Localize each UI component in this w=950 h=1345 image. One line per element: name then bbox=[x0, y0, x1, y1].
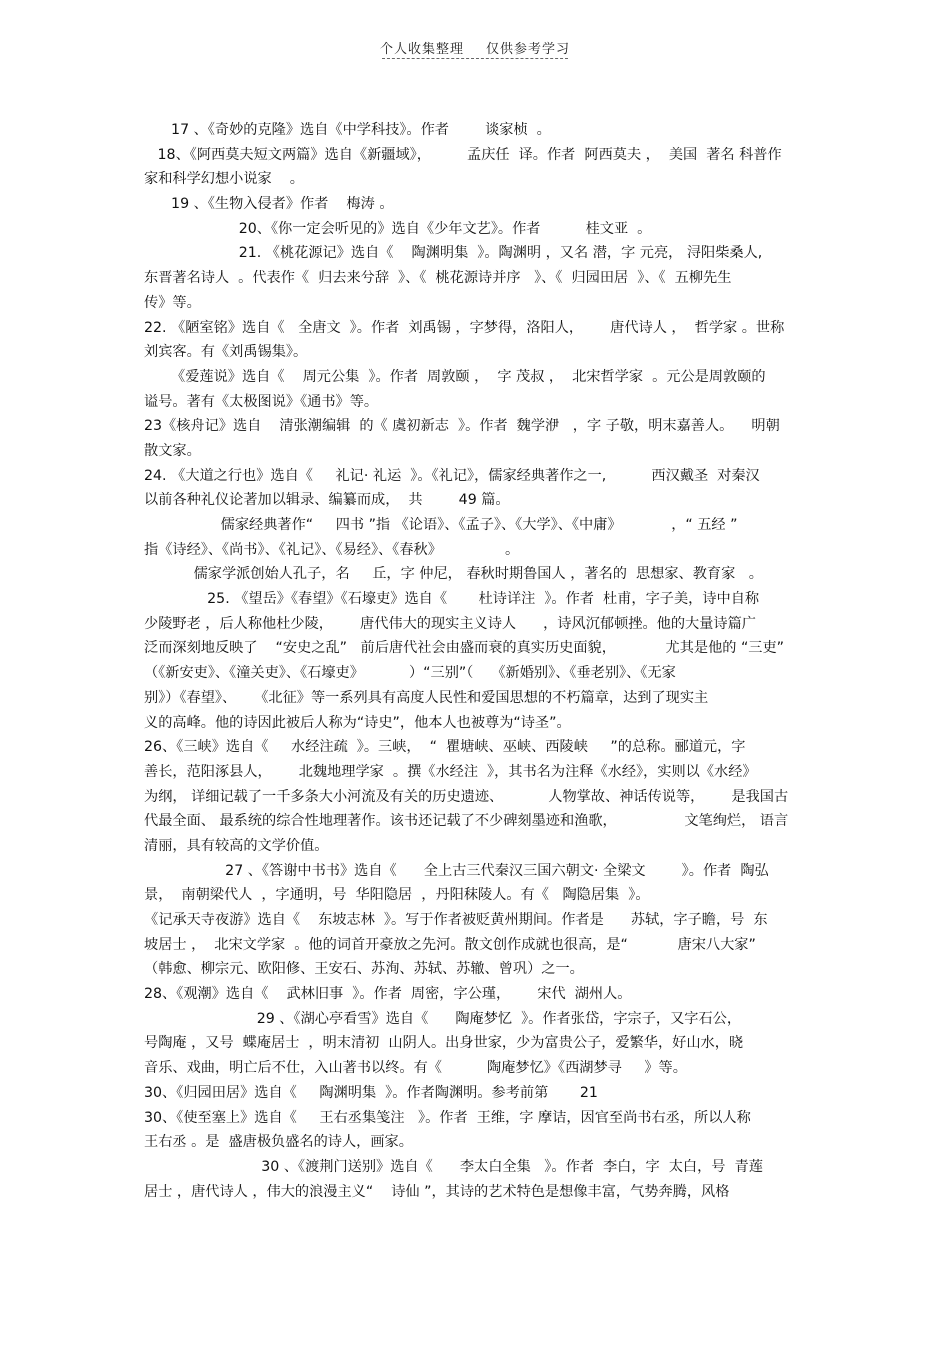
text-line: 30 、《渡荆门送别》选自《 李太白全集 》。作者 李白，字 太白，号 青莲 bbox=[144, 1158, 763, 1175]
text-line: 26、《三峡》选自《 水经注疏 》。三峡， “ 瞿塘峡、巫峡、西陵峡 ”的总称。郦道元，字 bbox=[144, 739, 746, 756]
text-line: 20、《你一定会听见的》选自《少年文艺》。作者 桂文亚 。 bbox=[144, 220, 652, 237]
text-line: 散文家。 bbox=[144, 442, 201, 459]
text-line: 善长，范阳涿县人， 北魏地理学家 。撰《水经注 》，其书名为注释《水经》，实则以《水经》 bbox=[144, 763, 757, 780]
text-line: 指《诗经》、《尚书》、《礼记》、《易经》、《春秋》 。 bbox=[144, 541, 520, 558]
text-line: 景， 南朝梁代人 ，字通明，号 华阳隐居 ，丹阳秣陵人。有《 陶隐居集 》。 bbox=[144, 887, 650, 904]
text-line: （韩愈、柳宗元、欧阳修、王安石、苏洵、苏轼、苏辙、曾巩）之一。 bbox=[144, 961, 584, 978]
text-line: 22. 《陋室铭》选自《 全唐文 》。作者 刘禹锡 ，字梦得，洛阳人， 唐代诗人 ， 哲学家 。世称 bbox=[144, 319, 785, 336]
text-line: 《爱莲说》选自《 周元公集 》。作者 周敦颐 ， 字 茂叔 ， 北宋哲学家 。元公是周敦颐的 bbox=[144, 368, 766, 385]
text-line: 谥号。著有《太极图说》《通书》等。 bbox=[144, 393, 379, 410]
text-line: 传》等。 bbox=[144, 294, 201, 311]
text-line: 25. 《望岳》《春望》《石壕吏》选自《 杜诗详注 》。作者 杜甫，字子美，诗中自称 bbox=[144, 591, 760, 608]
text-line: 音乐、戏曲，明亡后不仕，入山著书以终。有《 陶庵梦忆》《西湖梦寻 》等。 bbox=[144, 1060, 687, 1077]
text-line: 18、《阿西莫夫短文两篇》选自《新疆域》， 孟庆任 译。作者 阿西莫夫 ， 美国 著名 科普作 bbox=[144, 146, 782, 163]
text-line: 24. 《大道之行也》选自《 礼记· 礼运 》。《礼记》，儒家经典著作之一, 西汉戴圣 对秦汉 bbox=[144, 467, 760, 484]
text-line: （《新安吏》、《潼关吏》、《石壕吏》 ）“三别”（ 《新婚别》、《垂老别》、《无家 bbox=[144, 665, 676, 682]
text-line: 27 、《答谢中书书》选自《 全上古三代秦汉三国六朝文· 全梁文 》。作者 陶弘 bbox=[144, 862, 769, 879]
text-line: 居士 ，唐代诗人 ，伟大的浪漫主义“ 诗仙 ”，其诗的艺术特色是想像丰富，气势奔腾，风格 bbox=[144, 1183, 730, 1200]
text-line: 东晋著名诗人 。代表作《 归去来兮辞 》、《 桃花源诗并序 》、《 归园田居 》、《 五柳先生 bbox=[144, 270, 732, 287]
text-line: 王右丞 。是 盛唐极负盛名的诗人，画家。 bbox=[144, 1134, 413, 1151]
text-line: 坡居士 ， 北宋文学家 。他的词首开豪放之先河。散文创作成就也很高，是“ 唐宋八大家” bbox=[144, 936, 756, 953]
text-line: 泛而深刻地反映了 “安史之乱” 前后唐代社会由盛而衰的真实历史面貌， 尤其是他的 “三吏” bbox=[144, 640, 785, 657]
text-line: 清丽，具有较高的文学价值。 bbox=[144, 837, 329, 854]
header-right-text: 仅供参考学习 bbox=[486, 42, 571, 57]
text-line: 17 、《奇妙的克隆》选自《中学科技》。作者 谈家桢 。 bbox=[144, 122, 551, 138]
text-line: 21. 《桃花源记》选自《 陶渊明集 》。陶渊明 ，又名 潜，字 元亮， 浔阳柴桑人, bbox=[144, 245, 763, 262]
document-body bbox=[144, 118, 810, 1204]
text-line: 《记承天寺夜游》选自《 东坡志林 》。写于作者被贬黄州期间。作者是 苏轼，字子瞻，号 东 bbox=[144, 912, 768, 928]
text-line: 19 、《生物入侵者》作者 梅涛 。 bbox=[144, 196, 394, 213]
page-header bbox=[0, 38, 950, 57]
text-line: 29 、《湖心亭看雪》选自《 陶庵梦忆 》。作者张岱，字宗子，又字石公， bbox=[144, 1010, 742, 1027]
text-line: 刘宾客。有《刘禹锡集》。 bbox=[144, 344, 308, 361]
text-line: 30、《使至塞上》选自《 王右丞集笺注 》。作者 王维，字 摩诘，因官至尚书右丞，所以人称 bbox=[144, 1109, 751, 1126]
text-line: 为纲， 详细记载了一千多条大小河流及有关的历史遗迹、 人物掌故、神话传说等， 是我国古 bbox=[144, 788, 789, 805]
header-left-text: 个人收集整理 bbox=[379, 42, 464, 57]
text-line: 儒家经典著作“ 四书 ”指 《论语》、《孟子》、《大学》、《中庸》 ，“ 五经 ” bbox=[144, 517, 738, 533]
text-line: 以前各种礼仪论著加以辑录、编纂而成， 共 49 篇。 bbox=[144, 492, 510, 509]
text-line: 义的高峰。他的诗因此被后人称为“诗史”，他本人也被尊为“诗圣”。 bbox=[144, 714, 571, 731]
text-line: 儒家学派创始人孔子，名 丘，字 仲尼， 春秋时期鲁国人 ，著名的 思想家、教育家 。 bbox=[144, 566, 763, 583]
text-line: 家和科学幻想小说家 。 bbox=[144, 171, 304, 188]
text-line: 代最全面、 最系统的综合性地理著作。该书还记载了不少碑刻墨迹和渔歌， 文笔绚烂， 语言 bbox=[144, 813, 789, 830]
text-line: 23《核舟记》选自 清张潮编辑 的《 虞初新志 》。作者 魏学洢 ，字 子敬，明末嘉善人。 明朝 bbox=[144, 418, 780, 435]
text-line: 少陵野老 ，后人称他杜少陵， 唐代伟大的现实主义诗人 ，诗风沉郁顿挫。他的大量诗篇广 bbox=[144, 615, 756, 632]
text-line: 号陶庵 ，又号 蝶庵居士 ，明末清初 山阴人。出身世家，少为富贵公子，爱繁华，好山水，晓 bbox=[144, 1035, 744, 1052]
header-rule bbox=[382, 58, 568, 59]
text-line: 28、《观潮》选自《 武林旧事 》。作者 周密，字公瑾， 宋代 湖州人。 bbox=[144, 986, 632, 1003]
text-line: 别》）《春望》、 《北征》等一系列具有高度人民性和爱国思想的不朽篇章，达到了现实主 bbox=[144, 689, 709, 706]
text-line: 30、《归园田居》选自《 陶渊明集 》。作者陶渊明。参考前第 21 bbox=[144, 1084, 598, 1101]
